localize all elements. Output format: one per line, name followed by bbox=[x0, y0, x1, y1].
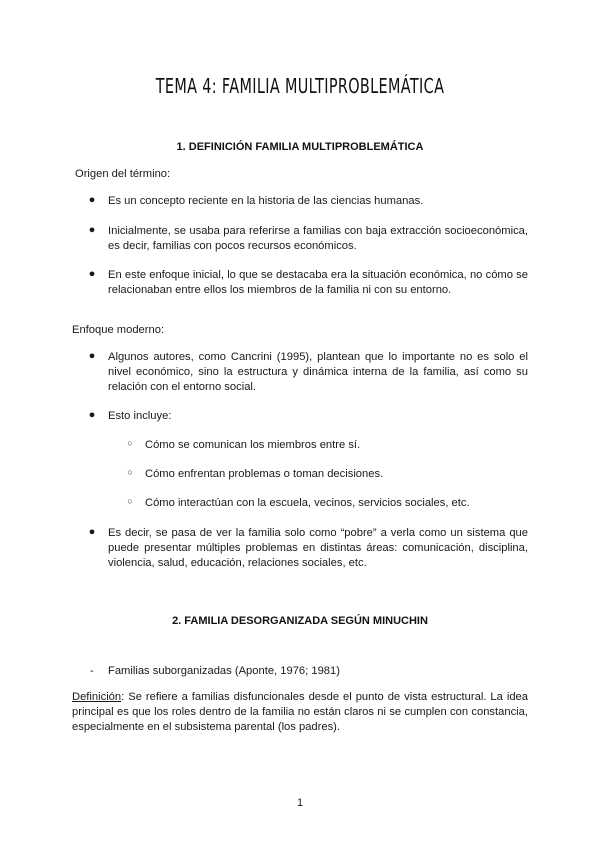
definition-paragraph bbox=[72, 690, 528, 735]
page-title: TEMA 4: FAMILIA MULTIPROBLEMÁTICA bbox=[155, 74, 445, 98]
dash-icon: - bbox=[90, 665, 94, 677]
bullet-icon: ● bbox=[88, 194, 96, 206]
section-1-heading: 1. DEFINICIÓN FAMILIA MULTIPROBLEMÁTICA bbox=[176, 141, 424, 153]
page-number: 1 bbox=[296, 797, 304, 809]
origin-item-3: En este enfoque inicial, lo que se destacaba era la situación económica, no cómo se relacionaban entre ellos los miembros de la familia ni con su entorno. bbox=[108, 269, 528, 296]
modern-label: Enfoque moderno: bbox=[72, 324, 165, 336]
circle-bullet-icon: ○ bbox=[127, 467, 133, 477]
section-2-heading: 2. FAMILIA DESORGANIZADA SEGÚN MINUCHIN bbox=[172, 615, 428, 627]
origin-item-1: Es un concepto reciente en la historia de las ciencias humanas. bbox=[108, 195, 424, 207]
origin-item-2: Inicialmente, se usaba para referirse a familias con baja extracción socioeconómica, es decir, familias con pocos recursos económicos. bbox=[108, 225, 528, 252]
bullet-icon: ● bbox=[88, 409, 96, 421]
origin-label: Origen del término: bbox=[75, 168, 171, 180]
bullet-icon: ● bbox=[88, 526, 96, 538]
circle-bullet-icon: ○ bbox=[127, 438, 133, 448]
definition-label: Definición bbox=[72, 691, 122, 703]
bullet-icon: ● bbox=[88, 350, 96, 362]
sub-item-3: Cómo interactúan con la escuela, vecinos, servicios sociales, etc. bbox=[145, 497, 470, 509]
sub-item-1: Cómo se comunican los miembros entre sí. bbox=[145, 439, 361, 451]
dash-item: Familias suborganizadas (Aponte, 1976; 1981) bbox=[108, 665, 340, 677]
circle-bullet-icon: ○ bbox=[127, 496, 133, 506]
modern-item-2: Esto incluye: bbox=[108, 410, 172, 422]
definition-text: : Se refiere a familias disfuncionales desde el punto de vista estructural. La idea principal es que los roles dentro de la familia no están claros ni se cumplen con constancia, especialmente en el subsistema parental (los padres). bbox=[72, 691, 528, 733]
sub-item-2: Cómo enfrentan problemas o toman decisiones. bbox=[145, 468, 384, 480]
modern-item-3: Es decir, se pasa de ver la familia solo como “pobre” a verla como un sistema que puede presentar múltiples problemas en distintas áreas: comunicación, disciplina, violencia, salud, educación, relaciones sociales, etc. bbox=[108, 527, 528, 569]
bullet-icon: ● bbox=[88, 224, 96, 236]
bullet-icon: ● bbox=[88, 268, 96, 280]
modern-item-1: Algunos autores, como Cancrini (1995), plantean que lo importante no es solo el nivel económico, sino la estructura y dinámica interna de la familia, así como su relación con el entorno social. bbox=[108, 351, 528, 393]
